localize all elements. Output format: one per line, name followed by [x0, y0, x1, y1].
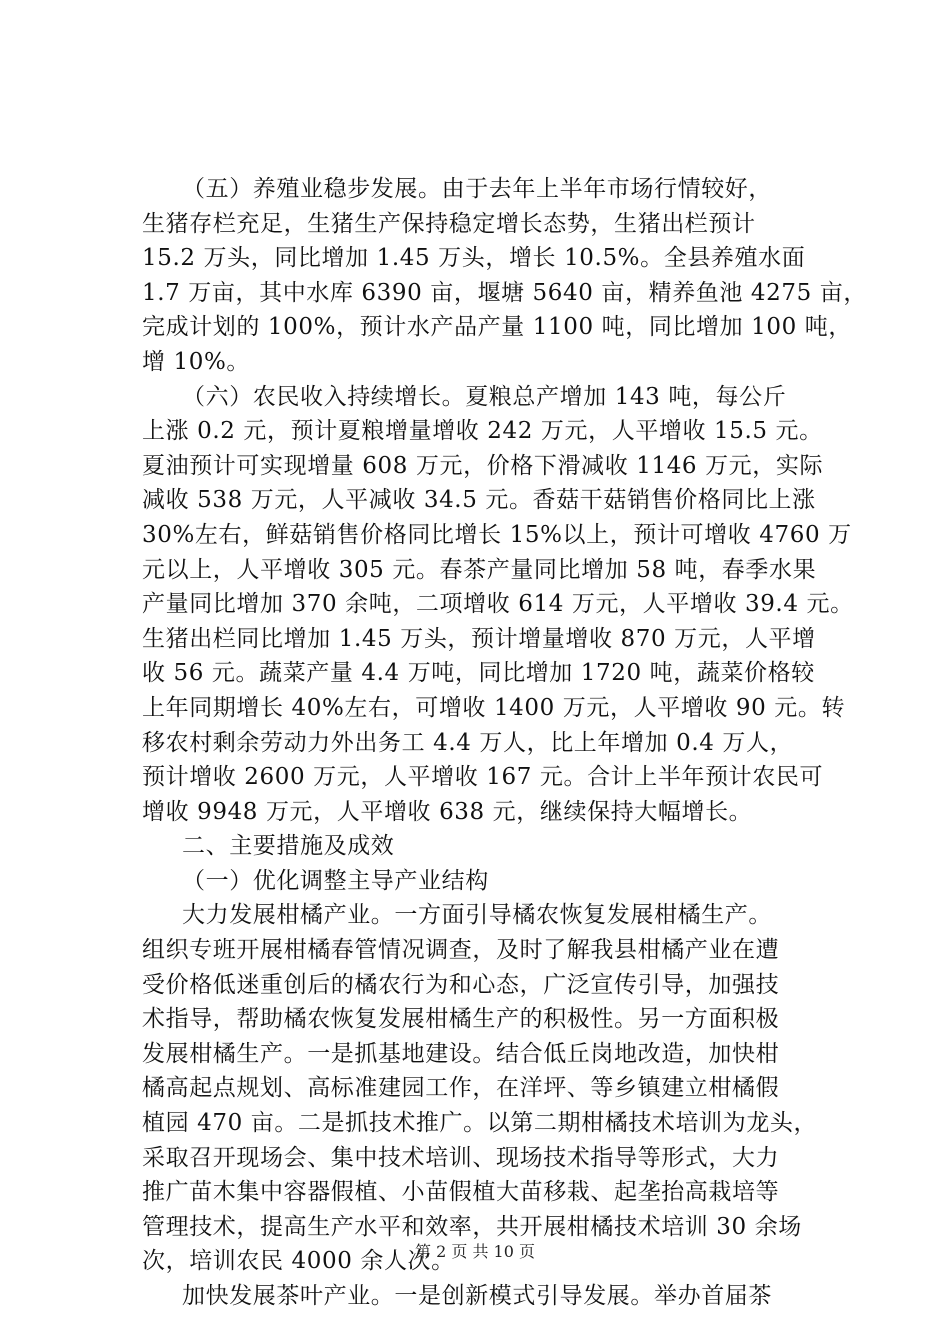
text-line: 次，培训农民 4000 余人次。 — [142, 1248, 455, 1275]
text-line: 收 56 元。蔬菜产量 4.4 万吨，同比增加 1720 吨，蔬菜价格较 — [142, 660, 815, 687]
text-line: 采取召开现场会、集中技术培训、现场技术指导等形式，大力 — [142, 1144, 780, 1171]
text-line: 元以上，人平增收 305 元。春茶产量同比增加 58 吨，春季水果 — [142, 556, 817, 583]
text-line: 产量同比增加 370 余吨，二项增收 614 万元，人平增收 39.4 元。 — [142, 591, 854, 618]
text-line: 1.7 万亩，其中水库 6390 亩，堰塘 5640 亩，精养鱼池 4275 亩， — [142, 279, 867, 306]
text-line: 预计增收 2600 万元，人平增收 167 元。合计上半年预计农民可 — [142, 764, 824, 791]
text-line: 上涨 0.2 元，预计夏粮增量增收 242 万元，人平增收 15.5 元。 — [142, 418, 823, 445]
text-line: 大力发展柑橘产业。一方面引导橘农恢复发展柑橘生产。 — [182, 902, 772, 929]
text-line: 上年同期增长 40%左右，可增收 1400 万元，人平增收 90 元。转 — [142, 694, 846, 721]
text-line: 生猪出栏同比增加 1.45 万头，预计增量增收 870 万元，人平增 — [142, 625, 816, 652]
text-line: （五）养殖业稳步发展。由于去年上半年市场行情较好， — [182, 176, 772, 202]
body-text — [142, 172, 867, 1314]
text-line: （一）优化调整主导产业结构 — [182, 867, 489, 894]
text-line: 推广苗木集中容器假植、小苗假植大苗移栽、起垄抬高栽培等 — [142, 1179, 780, 1206]
text-line: 植园 470 亩。二是抓技术推广。以第二期柑橘技术培训为龙头， — [142, 1110, 818, 1137]
text-line: 15.2 万头，同比增加 1.45 万头，增长 10.5%。全县养殖水面 — [142, 245, 806, 272]
page-footer: 第 2 页 共 10 页 — [415, 1242, 535, 1261]
text-line: 移农村剩余劳动力外出务工 4.4 万人，比上年增加 0.4 万人， — [142, 729, 794, 756]
text-line: 30%左右，鲜菇销售价格同比增长 15%以上，预计可增收 4760 万 — [142, 521, 852, 548]
text-line: 增收 9948 万元，人平增收 638 元，继续保持大幅增长。 — [142, 798, 753, 825]
text-line: 橘高起点规划、高标准建园工作，在洋坪、等乡镇建立柑橘假 — [142, 1075, 780, 1102]
text-line: 完成计划的 100%，预计水产品产量 1100 吨，同比增加 100 吨， — [142, 314, 852, 341]
text-line: 加快发展茶叶产业。一是创新模式引导发展。举办首届茶 — [182, 1283, 772, 1309]
text-line: （六）农民收入持续增长。夏粮总产增加 143 吨，每公斤 — [182, 383, 787, 410]
text-line: 发展柑橘生产。一是抓基地建设。结合低丘岗地改造，加快柑 — [142, 1040, 780, 1067]
text-line: 术指导，帮助橘农恢复发展柑橘生产的积极性。另一方面积极 — [142, 1006, 780, 1033]
text-line: 受价格低迷重创后的橘农行为和心态，广泛宣传引导，加强技 — [142, 971, 780, 998]
text-line: 增 10%。 — [142, 348, 251, 375]
text-line: 组织专班开展柑橘春管情况调查，及时了解我县柑橘产业在遭 — [142, 937, 780, 964]
text-line: 夏油预计可实现增量 608 万元，价格下滑减收 1146 万元，实际 — [142, 452, 824, 479]
text-line: 管理技术，提高生产水平和效率，共开展柑橘技术培训 30 余场 — [142, 1213, 802, 1240]
text-line: 二、主要措施及成效 — [182, 833, 395, 860]
text-line: 减收 538 万元，人平减收 34.5 元。香菇干菇销售价格同比上涨 — [142, 487, 816, 514]
text-line: 生猪存栏充足，生猪生产保持稳定增长态势，生猪出栏预计 — [142, 210, 756, 237]
